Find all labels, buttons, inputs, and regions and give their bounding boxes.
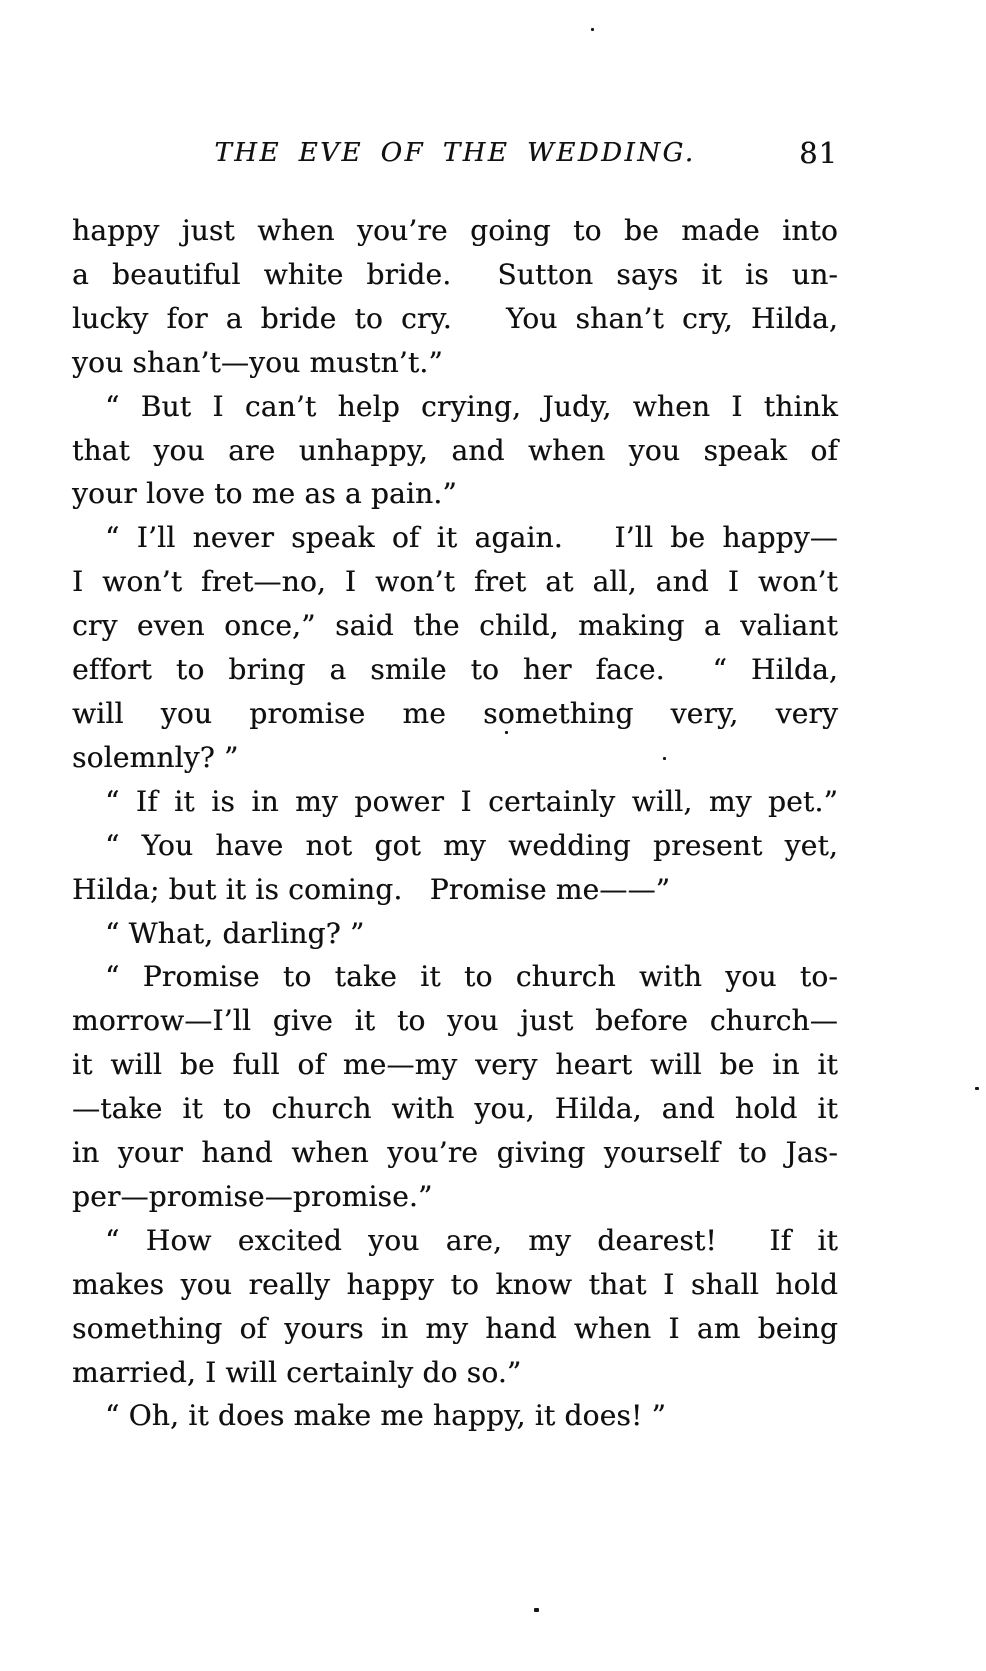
text-line: Hilda; but it is coming. Promise me——” (72, 872, 671, 906)
text-line: morrow—I’ll give it to you just before church— (72, 1004, 838, 1038)
text-line: “ Promise to take it to church with you to- (105, 960, 838, 994)
text-line: effort to bring a smile to her face. “ Hilda, (72, 653, 838, 687)
ink-speck (591, 28, 594, 31)
text-line: I won’t fret—no, I won’t fret at all, and I won’t (72, 565, 838, 599)
text-line: happy just when you’re going to be made into (72, 214, 838, 247)
text-line: your love to me as a pain.” (72, 477, 457, 511)
text-line: per—promise—promise.” (72, 1179, 433, 1213)
text-line: “ How excited you are, my dearest! If it (105, 1223, 838, 1257)
ink-speck (534, 1608, 539, 1612)
text-line: will you promise me something very, very (72, 696, 838, 730)
text-line: “ What, darling? ” (105, 916, 365, 950)
text-line: solemnly? ” (72, 740, 239, 774)
ink-speck (663, 757, 666, 760)
text-line: lucky for a bride to cry. You shan’t cry, Hilda, (72, 301, 838, 335)
text-line: “ If it is in my power I certainly will, my pet.” (105, 784, 838, 818)
text-line: makes you really happy to know that I shall hold (72, 1267, 838, 1301)
ink-speck (505, 731, 508, 734)
text-line: “ But I can’t help crying, Judy, when I think (105, 389, 838, 423)
text-line: you shan’t—you mustn’t.” (72, 345, 443, 379)
text-line: married, I will certainly do so.” (72, 1355, 522, 1389)
running-head (72, 138, 838, 174)
page-header-title: THE EVE OF THE WEDDING. (214, 138, 696, 168)
text-line: “ Oh, it does make me happy, it does! ” (105, 1399, 667, 1433)
page-number: 81 (799, 136, 838, 170)
text-line: it will be full of me—my very heart will be in it (72, 1048, 838, 1082)
text-line: a beautiful white bride. Sutton says it is un- (72, 257, 838, 291)
text-line: cry even once,” said the child, making a valiant (72, 609, 838, 643)
text-line: something of yours in my hand when I am being (72, 1311, 838, 1345)
text-line: “ You have not got my wedding present yet, (105, 828, 838, 862)
text-line: in your hand when you’re giving yourself to Jas- (72, 1136, 838, 1170)
text-line: that you are unhappy, and when you speak of (72, 433, 838, 467)
text-line: —take it to church with you, Hilda, and hold it (72, 1092, 838, 1126)
ink-speck (975, 1087, 979, 1090)
body-text (72, 209, 838, 1438)
text-line: “ I’ll never speak of it again. I’ll be happy— (105, 521, 838, 555)
